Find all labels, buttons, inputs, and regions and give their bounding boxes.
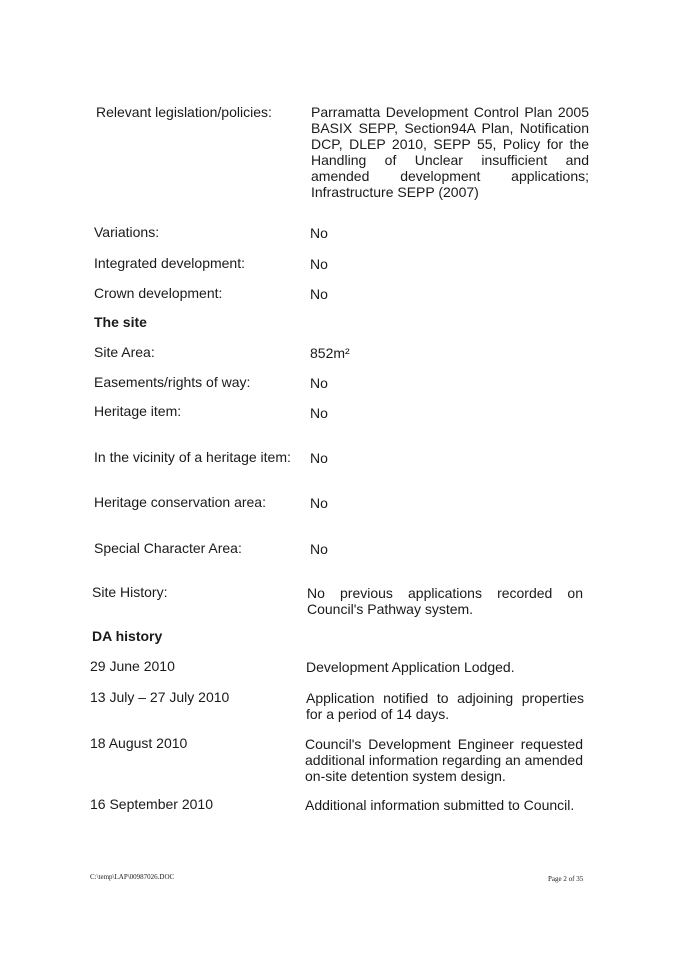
heritage-area-label: Heritage conservation area: — [94, 494, 266, 510]
da-event: Council's Development Engineer requested additional information regarding an amended on-site detention system design. — [305, 736, 583, 784]
integrated-value: No — [310, 256, 328, 272]
da-date: 13 July – 27 July 2010 — [90, 689, 230, 705]
variations-value: No — [310, 225, 328, 241]
footer-page-number: Page 2 of 35 — [548, 875, 584, 883]
special-character-value: No — [310, 541, 328, 557]
da-event: Development Application Lodged. — [306, 659, 515, 675]
easements-label: Easements/rights of way: — [94, 374, 251, 390]
heritage-vicinity-label: In the vicinity of a heritage item: — [94, 449, 291, 465]
variations-label: Variations: — [94, 224, 160, 240]
site-area-value: 852m² — [310, 345, 350, 361]
da-date: 18 August 2010 — [90, 735, 188, 751]
special-character-label: Special Character Area: — [94, 540, 242, 556]
crown-label: Crown development: — [94, 285, 223, 301]
da-event: Application notified to adjoining properties for a period of 14 days. — [306, 690, 584, 722]
da-date: 29 June 2010 — [90, 658, 175, 674]
crown-value: No — [310, 286, 328, 302]
integrated-label: Integrated development: — [94, 255, 245, 271]
easements-value: No — [310, 375, 328, 391]
legislation-label: Relevant legislation/policies: — [96, 104, 272, 120]
da-history-heading: DA history — [92, 628, 163, 644]
da-event: Additional information submitted to Council. — [305, 797, 575, 813]
heritage-area-value: No — [310, 495, 328, 511]
heritage-item-label: Heritage item: — [94, 403, 182, 419]
da-date: 16 September 2010 — [90, 796, 213, 812]
site-history-value: No previous applications recorded on Council's Pathway system. — [307, 585, 583, 617]
site-history-label: Site History: — [92, 584, 168, 600]
footer-file-path: C:\temp\LAP\00987026.DOC — [90, 873, 175, 881]
site-heading: The site — [94, 314, 147, 330]
heritage-item-value: No — [310, 405, 328, 421]
site-area-label: Site Area: — [94, 344, 155, 360]
legislation-value: Parramatta Development Control Plan 2005 BASIX SEPP, Section94A Plan, Notification DCP, DLEP 2010, SEPP 55, Policy for the Handling of Unclear insufficient and amended development applications; Infrastructure SEPP (2007) — [311, 104, 589, 200]
heritage-vicinity-value: No — [310, 450, 328, 466]
